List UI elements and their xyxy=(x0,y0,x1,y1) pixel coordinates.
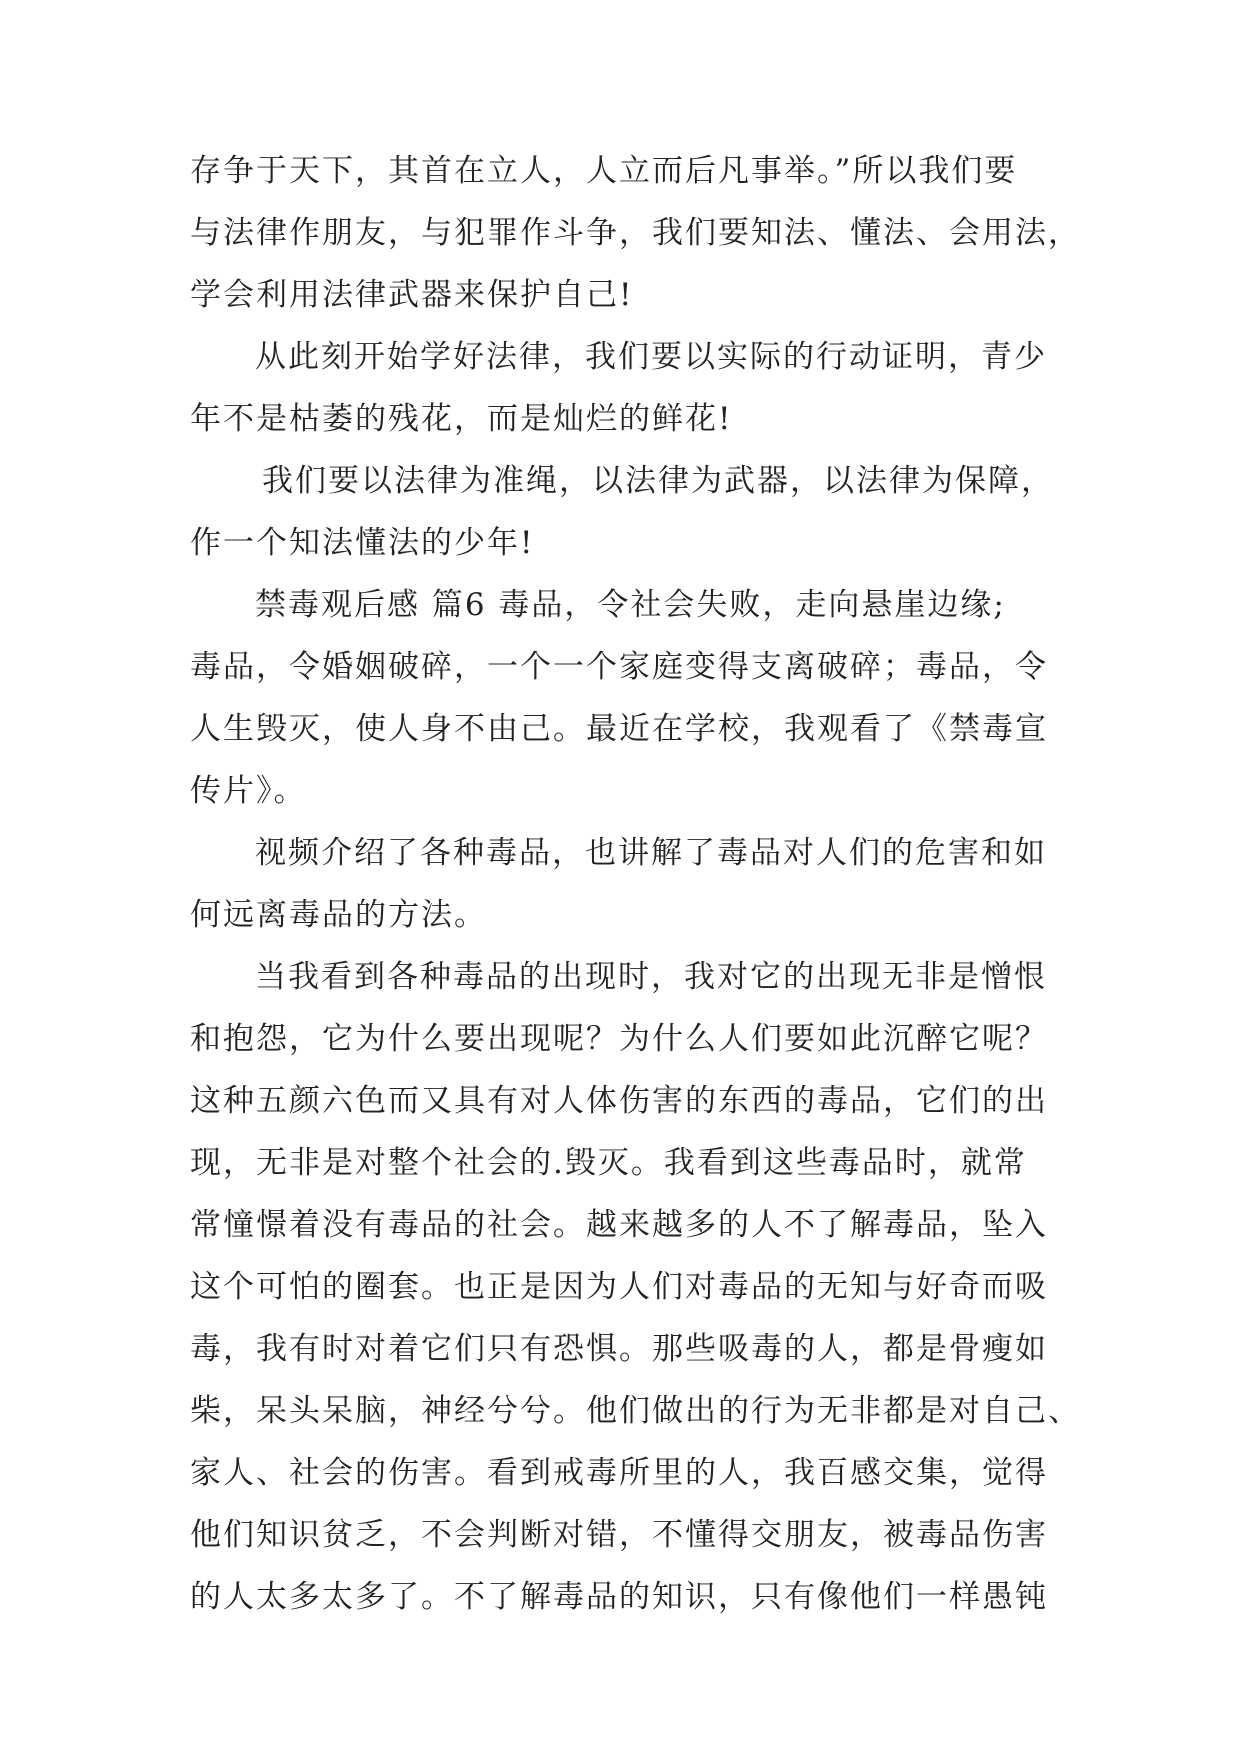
text-line: 存争于天下，其首在立人，人立而后凡事举。”所以我们要 xyxy=(190,153,1018,189)
text-line: 人生毁灭，使人身不由己。最近在学校，我观看了《禁毒宣 xyxy=(190,711,1048,747)
paragraph-start-line: 当我看到各种毒品的出现时，我对它的出现无非是憎恨 xyxy=(255,959,1047,995)
text-line: 和抱怨，它为什么要出现呢？为什么人们要如此沉醉它呢？ xyxy=(190,1021,1048,1057)
text-line: 的人太多太多了。不了解毒品的知识，只有像他们一样愚钝 xyxy=(190,1579,1048,1615)
text-line: 作一个知法懂法的少年! xyxy=(190,525,535,561)
text-line: 学会利用法律武器来保护自己! xyxy=(190,277,634,313)
text-line: 这种五颜六色而又具有对人体伤害的东西的毒品，它们的出 xyxy=(190,1083,1048,1119)
text-line: 与法律作朋友，与犯罪作斗争，我们要知法、懂法、会用法， xyxy=(190,215,1081,251)
paragraph-start-line: 从此刻开始学好法律，我们要以实际的行动证明，青少 xyxy=(255,339,1047,375)
paragraph-start-line: 我们要以法律为准绳，以法律为武器，以法律为保障， xyxy=(262,463,1054,499)
text-line: 毒，我有时对着它们只有恐惧。那些吸毒的人，都是骨瘦如 xyxy=(190,1331,1048,1367)
text-line: 年不是枯萎的残花，而是灿烂的鲜花! xyxy=(190,401,733,437)
text-line: 这个可怕的圈套。也正是因为人们对毒品的无知与好奇而吸 xyxy=(190,1269,1048,1305)
text-line: 柴，呆头呆脑，神经兮兮。他们做出的行为无非都是对自己、 xyxy=(190,1393,1081,1429)
text-line: 毒品，令婚姻破碎，一个一个家庭变得支离破碎；毒品，令 xyxy=(190,649,1048,685)
text-line: 现，无非是对整个社会的.毁灭。我看到这些毒品时，就常 xyxy=(190,1145,1027,1181)
paragraph-start-line: 视频介绍了各种毒品，也讲解了毒品对人们的危害和如 xyxy=(255,835,1047,871)
text-line: 他们知识贫乏，不会判断对错，不懂得交朋友，被毒品伤害 xyxy=(190,1517,1048,1553)
text-line: 常憧憬着没有毒品的社会。越来越多的人不了解毒品，坠入 xyxy=(190,1207,1048,1243)
text-line: 传片》。 xyxy=(190,773,307,809)
text-line: 家人、社会的伤害。看到戒毒所里的人，我百感交集，觉得 xyxy=(190,1455,1048,1491)
text-line: 何远离毒品的方法。 xyxy=(190,897,487,933)
section-heading-line: 禁毒观后感 篇6 毒品，令社会失败，走向悬崖边缘; xyxy=(255,587,1006,623)
